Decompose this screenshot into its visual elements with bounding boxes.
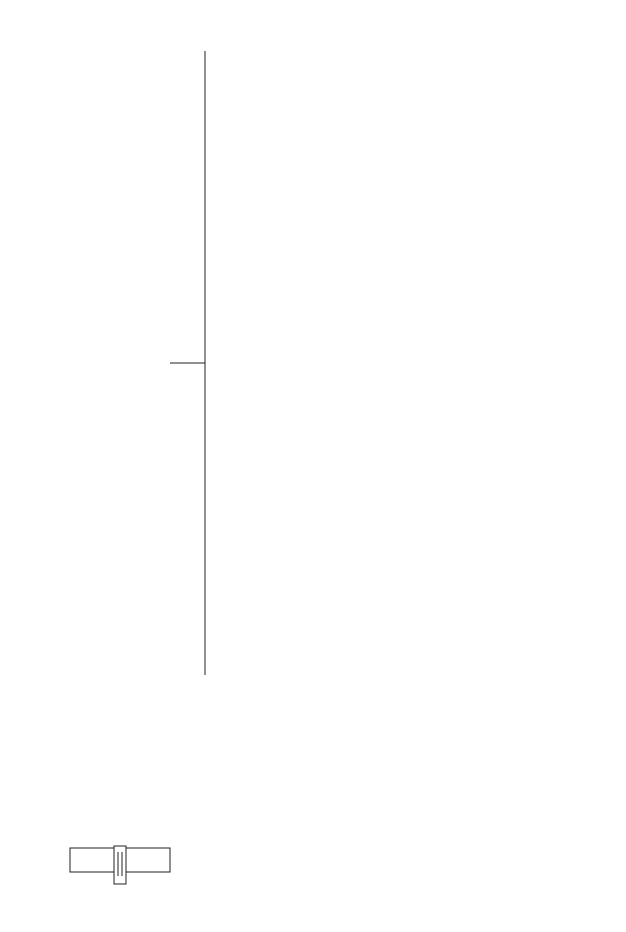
connector-latch — [114, 846, 126, 884]
wire-trunk — [170, 51, 205, 675]
harness-connector — [70, 846, 170, 884]
